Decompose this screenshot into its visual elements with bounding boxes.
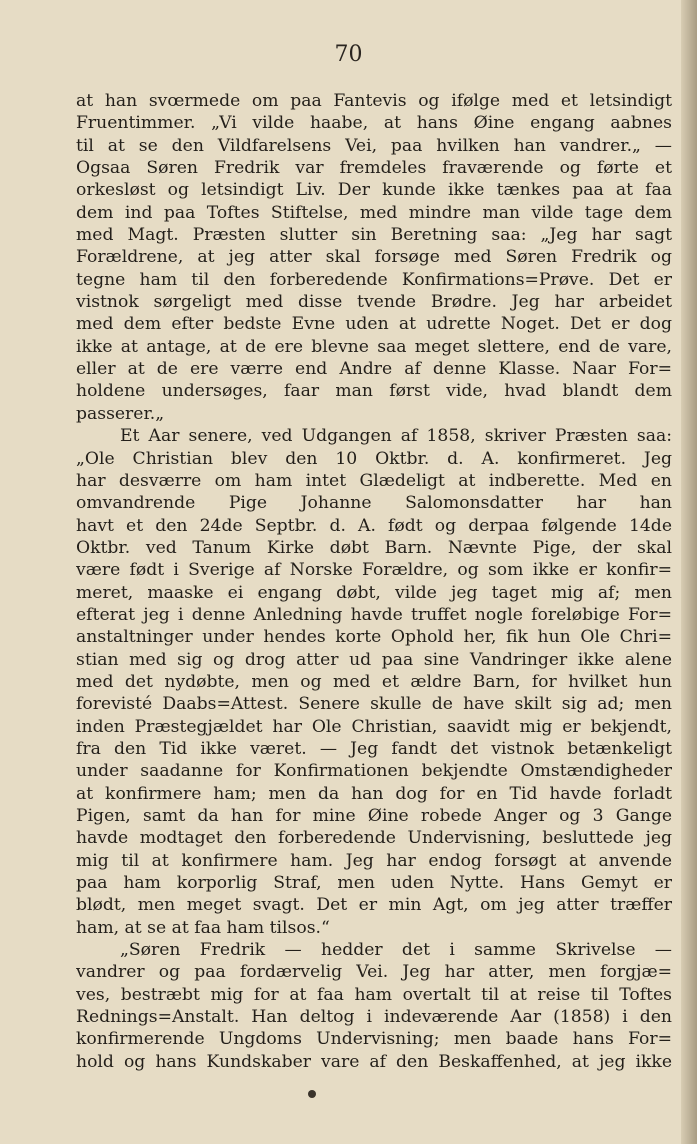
text-line: ikke at antage, at de ere blevne saa meget slettere, end de vare, xyxy=(76,336,672,357)
text-line: Ogsaa Søren Fredrik var fremdeles fraværende og førte et xyxy=(76,158,672,179)
text-line: holdene undersøges, faar man først vide, hvad blandt dem xyxy=(76,381,672,402)
text-line: havt et den 24de Septbr. d. A. født og derpaa følgende 14de xyxy=(76,515,672,536)
text-line: mig til at konfirmere ham. Jeg har endog forsøgt at anvende xyxy=(76,850,672,871)
text-line: fra den Tid ikke været. — Jeg fandt det vistnok betænkeligt xyxy=(76,738,672,759)
page-gutter-shadow xyxy=(681,0,697,1144)
bottom-ornament-dot xyxy=(308,1090,316,1098)
text-line: anstaltninger under hendes korte Ophold her, fik hun Ole Chri= xyxy=(76,627,672,648)
text-line: omvandrende Pige Johanne Salomonsdatter har han xyxy=(76,493,672,514)
text-line: Oktbr. ved Tanum Kirke døbt Barn. Nævnte Pige, der skal xyxy=(76,537,672,558)
text-line: vistnok sørgeligt med disse tvende Brødre. Jeg har arbeidet xyxy=(76,292,672,313)
paragraph-start-line: Et Aar senere, ved Udgangen af 1858, skriver Præsten saa: xyxy=(120,426,672,447)
text-line: Rednings=Anstalt. Han deltog i indeværende Aar (1858) i den xyxy=(76,1007,672,1028)
text-line: eller at de ere værre end Andre af denne Klasse. Naar For= xyxy=(76,359,672,380)
text-line: efterat jeg i denne Anledning havde truffet nogle foreløbige For= xyxy=(76,604,672,625)
text-line: til at se den Vildfarelsens Vei, paa hvilken han vandrer.„ — xyxy=(76,135,672,156)
text-line: havde modtaget den forberedende Undervisning, besluttede jeg xyxy=(76,828,672,849)
text-line: ves, bestræbt mig for at faa ham overtalt til at reise til Toftes xyxy=(76,984,672,1005)
text-line: ham, at se at faa ham tilsos.“ xyxy=(76,917,330,938)
text-line: med dem efter bedste Evne uden at udrette Noget. Det er dog xyxy=(76,314,672,335)
text-line: Forældrene, at jeg atter skal forsøge med Søren Fredrik og xyxy=(76,247,672,268)
text-line: meret, maaske ei engang døbt, vilde jeg taget mig af; men xyxy=(76,582,672,603)
page-number: 70 xyxy=(334,42,363,67)
text-line: passerer.„ xyxy=(76,403,165,424)
text-line: paa ham korporlig Straf, men uden Nytte. Hans Gemyt er xyxy=(76,873,672,894)
text-line: orkesløst og letsindigt Liv. Der kunde ikke tænkes paa at faa xyxy=(76,180,672,201)
paragraph-start-line: „Søren Fredrik — hedder det i samme Skrivelse — xyxy=(120,940,672,961)
text-line: med Magt. Præsten slutter sin Beretning saa: „Jeg har sagt xyxy=(76,225,672,246)
text-line: konfirmerende Ungdoms Undervisning; men baade hans For= xyxy=(76,1029,672,1050)
text-line: at han svœrmede om paa Fantevis og ifølge med et letsindigt xyxy=(76,91,672,111)
text-line: stian med sig og drog atter ud paa sine Vandringer ikke alene xyxy=(76,649,672,670)
text-line: vandrer og paa fordærvelig Vei. Jeg har atter, men forgjæ= xyxy=(76,962,672,983)
text-line: „Ole Christian blev den 10 Oktbr. d. A. konfirmeret. Jeg xyxy=(76,448,672,469)
text-line: Pigen, samt da han for mine Øine robede Anger og 3 Gange xyxy=(76,806,672,826)
text-line: forevisté Daabs=Attest. Senere skulle de have skilt sig ad; men xyxy=(76,694,672,715)
text-line: inden Præstegjældet har Ole Christian, saavidt mig er bekjendt, xyxy=(76,716,672,737)
body-text xyxy=(76,90,672,1073)
text-line: under saadanne for Konfirmationen bekjendte Omstændigheder xyxy=(76,761,672,782)
text-line: hold og hans Kundskaber vare af den Beskaffenhed, at jeg ikke xyxy=(76,1051,672,1072)
text-line: blødt, men meget svagt. Det er min Agt, om jeg atter træffer xyxy=(76,895,672,916)
text-line: tegne ham til den forberedende Konfirmations=Prøve. Det er xyxy=(76,269,672,290)
text-line: være født i Sverige af Norske Forældre, og som ikke er konfir= xyxy=(76,560,672,581)
text-line: har desværre om ham intet Glædeligt at indberette. Med en xyxy=(76,470,672,491)
text-line: med det nydøbte, men og med et ældre Barn, for hvilket hun xyxy=(76,671,672,692)
text-line: at konfirmere ham; men da han dog for en Tid havde forladt xyxy=(76,783,672,804)
text-line: dem ind paa Toftes Stiftelse, med mindre man vilde tage dem xyxy=(76,202,672,223)
text-line: Fruentimmer. „Vi vilde haabe, at hans Øine engang aabnes xyxy=(76,113,672,134)
